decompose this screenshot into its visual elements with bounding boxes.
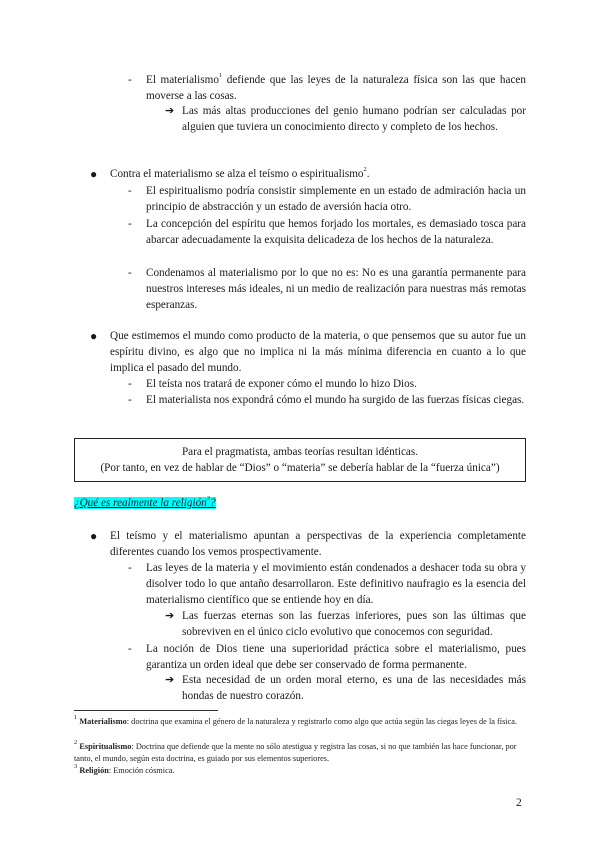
arrow-marker: ➔ [165,610,175,622]
footnote-ref-3[interactable]: 3 [206,495,211,503]
section-heading: ¿Qué es realmente la religión$^3$? [74,495,216,509]
footnote-1: $^1$ Materialismo: doctrina que examina el género de la naturaleza y registrarlo como algo que actúa según las ciegas leyes de la física. [74,714,518,726]
bullet-marker: ● [90,529,98,543]
footnote-separator [74,710,218,711]
genius-production-note: Las más altas producciones del genio humano podrían ser calculadas por alguien que tuviera un conocimiento directo y completo de los hechos. [182,105,526,134]
arrow-marker: ➔ [165,674,175,686]
footnote-ref-1[interactable]: 1 [218,72,223,80]
bullet-marker: ● [90,167,98,181]
arrow-marker: ➔ [165,105,175,117]
bullet-marker: ● [90,329,98,343]
box-line-2: (Por tanto, en vez de hablar de “Dios” o “materia” se debería hablar de la “fuerza única”) [100,462,500,474]
pragmatist-summary-box [74,438,526,482]
dash-marker: - [128,378,132,390]
box-line-1: Para el pragmatista, ambas teorías resultan idénticas. [181,446,419,458]
footnote-2: $^2$ Espiritualismo: Doctrina que defiende que la mente no sólo atestigua y registra las cosas, si no que también las hace funcionar, por tanto, el mundo, según esta doctrina, es guiado por sus elementos superiores. [74,739,517,763]
laws-of-matter: Las leyes de la materia y el movimiento están condenados a deshacer toda su obra y disolver todo lo que antaño desarrollaron. Este definitivo naufragio es la esencia del materialismo científico que se entiende hoy en día. [146,562,526,607]
dash-marker: - [128,643,132,655]
moral-order-note: Esta necesidad de un orden moral eterno, es una de las necesidades más hondas de nuestro corazón. [182,674,526,703]
materialist-view: El materialista nos expondrá cómo el mundo ha surgido de las fuerzas físicas ciegas. [146,394,525,406]
dash-marker: - [128,394,132,406]
dash-marker: - [128,562,132,574]
materialism-condemned: Condenamos al materialismo por lo que no es: No es una garantía permanente para nuestros intereses más ideales, ni un medio de realización para nuestras más remotas esperanzas. [146,267,526,312]
dash-marker: - [128,218,132,230]
dash-marker: - [128,74,132,86]
god-notion: La noción de Dios tiene una superioridad práctica sobre el materialismo, pues garantiza un orden ideal que debe ser conservado de forma permanente. [146,643,526,672]
materialism-definition: El materialismo$^1$ defiende que las leyes de la naturaleza física son las que hacen moverse a las cosas. [146,72,526,103]
world-origin-indifference: Que estimemos el mundo como producto de la materia, o que pensemos que su autor fue un espíritu divino, es algo que no implica ni la más mínima diferencia en cuanto a lo que implica el pasado del mundo. [110,330,526,375]
spiritualism-admiration: El espiritualismo podría consistir simplemente en un estado de admiración hacia un principio de abstracción y un estado de aversión hacia otro. [146,185,526,214]
page-number: 2 [516,797,522,809]
eternal-forces-note: Las fuerzas eternas son las fuerzas inferiores, pues son las últimas que sobreviven en el único ciclo evolutivo que conocemos con seguridad. [182,610,526,639]
theism-materialism-perspectives: El teísmo y el materialismo apuntan a perspectivas de la experiencia completamente diferentes cuando los vemos prospectivamente. [110,530,526,559]
dash-marker: - [128,185,132,197]
footnote-ref-2[interactable]: 2 [363,166,367,174]
footnote-3: $^3$ Religión: Emoción cósmica. [74,763,175,775]
dash-marker: - [128,267,132,279]
theism-intro: Contra el materialismo se alza el teísmo o espiritualismo$^2$. [110,166,370,180]
theist-view: El teísta nos tratará de exponer cómo el mundo lo hizo Dios. [146,378,417,390]
spirit-conception: La concepción del espíritu que hemos forjado los mortales, es demasiado tosca para abarcar adecuadamente la exquisita delicadeza de los hechos de la naturaleza. [146,218,526,247]
